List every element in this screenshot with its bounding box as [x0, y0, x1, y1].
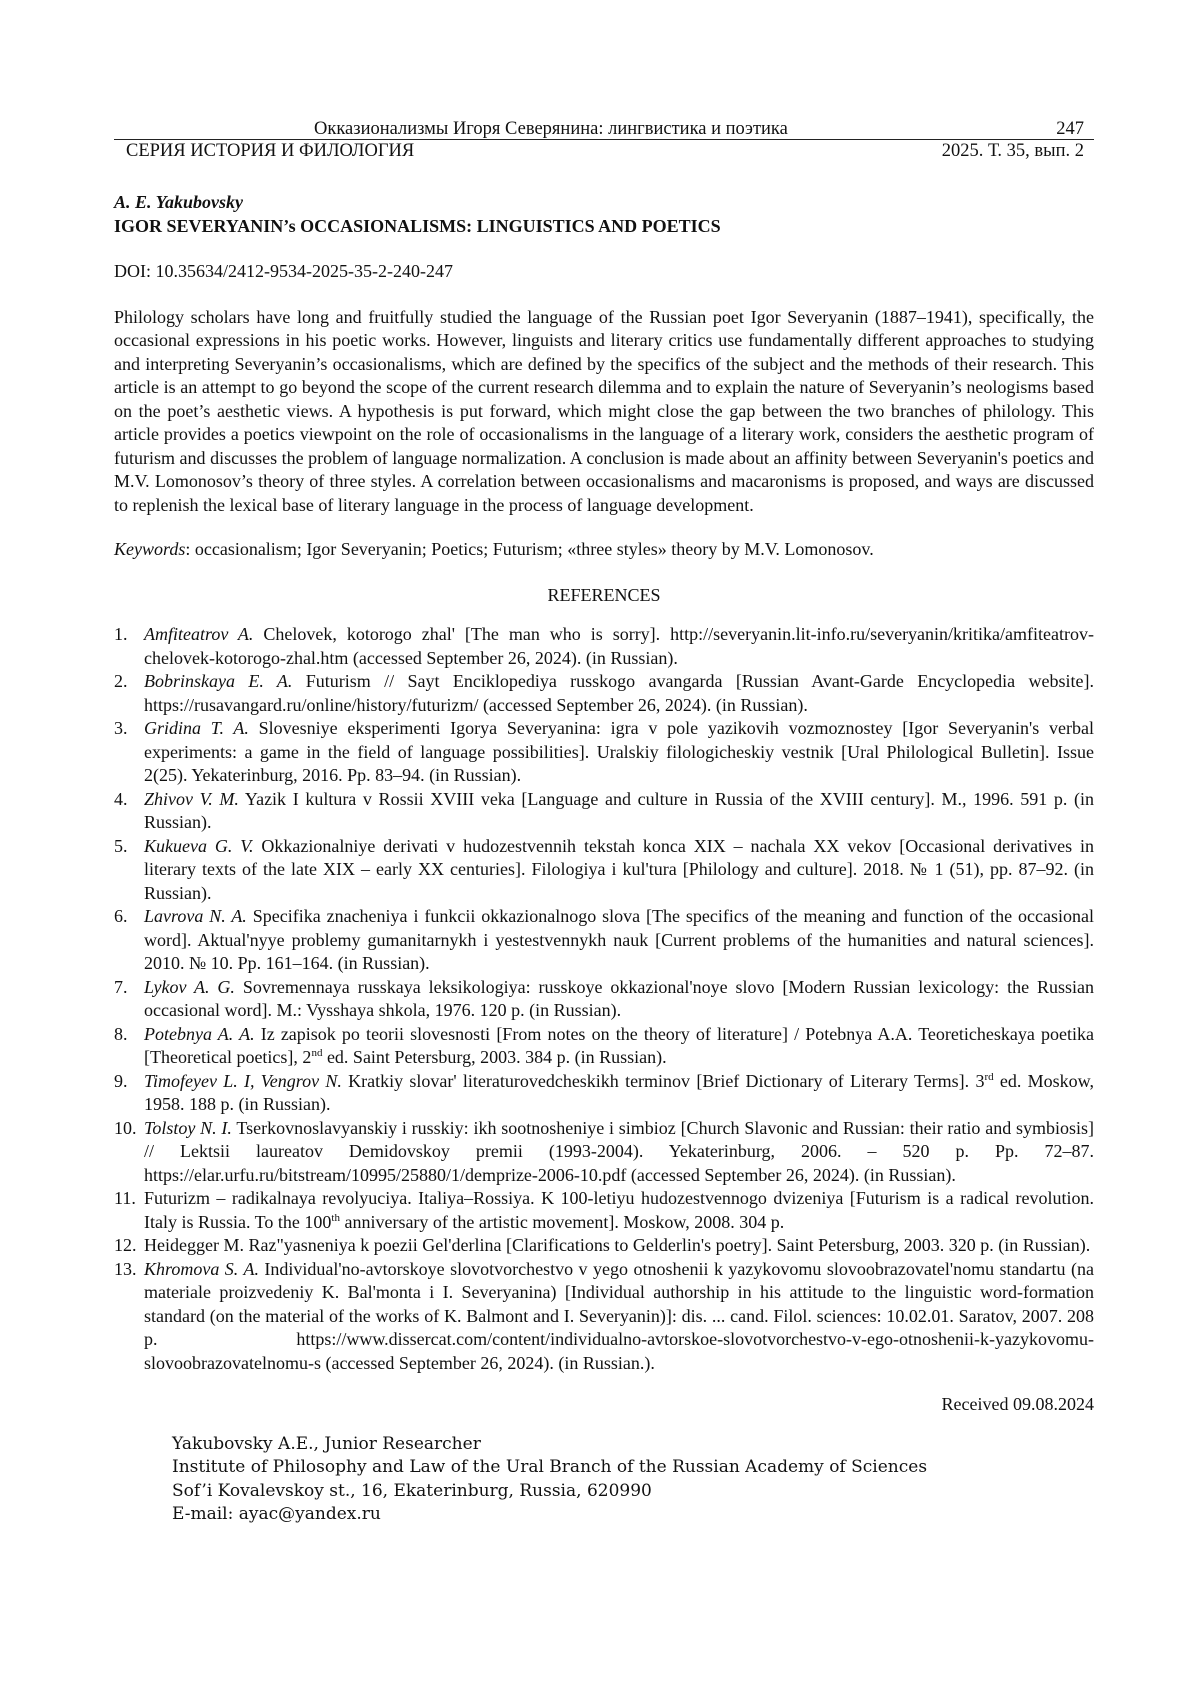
reference-number: 1.: [114, 623, 128, 647]
article-title: IGOR SEVERYANIN’s OCCASIONALISMS: LINGUISTICS AND POETICS: [114, 215, 1094, 239]
reference-item: [114, 976, 1094, 1023]
reference-number: 4.: [114, 788, 128, 812]
reference-item: [114, 788, 1094, 835]
journal-series: СЕРИЯ ИСТОРИЯ И ФИЛОЛОГИЯ: [126, 140, 414, 162]
reference-author: Amfiteatrov A.: [144, 624, 253, 644]
running-head: [114, 118, 1094, 161]
reference-number: 7.: [114, 976, 128, 1000]
reference-text: Heidegger M. Raz"yasneniya k poezii Gel'derlina [Clarifications to Gelderlin's poetry]. Saint Petersburg, 2003. 320 p. (in Russian).: [144, 1235, 1090, 1255]
reference-author: Gridina T. A.: [144, 718, 249, 738]
references-heading: REFERENCES: [114, 584, 1094, 608]
reference-text-continued: anniversary of the artistic movement]. Moskow, 2008. 304 p.: [340, 1212, 784, 1232]
reference-text: Specifika znacheniya i funkcii okkazionalnogo slova [The specifics of the meaning and function of the occasional word]. Aktual'nyye problemy gumanitarnykh i yestestvennykh nauk [Current problems of the humanities and natural sciences]. 2010. № 10. Pp. 161–164. (in Russian).: [144, 906, 1094, 973]
reference-number: 13.: [114, 1258, 137, 1282]
reference-item: [114, 1070, 1094, 1117]
keywords-label: Keywords: [114, 539, 185, 559]
reference-number: 9.: [114, 1070, 128, 1094]
reference-text: Kratkiy slovar' literaturovedcheskikh terminov [Brief Dictionary of Literary Terms]. 3: [342, 1071, 985, 1091]
reference-superscript: rd: [984, 1071, 993, 1083]
received-date: Received 09.08.2024: [114, 1393, 1094, 1417]
reference-author: Khromova S. A.: [144, 1259, 259, 1279]
journal-page: [0, 0, 1200, 1698]
article-abstract: Philology scholars have long and fruitfully studied the language of the Russian poet Igor Severyanin (1887–1941), specifically, the occasional expressions in his poetic works. However, linguists and literary critics use fundamentally different approaches to studying and interpreting Severyanin’s occasionalisms, which are defined by the specifics of the subject and the methods of their research. This article is an attempt to go beyond the scope of the current research dilemma and to explain the nature of Severyanin’s neologisms based on the poet’s aesthetic views. A hypothesis is put forward, which might close the gap between the two branches of philology. This article provides a poetics viewpoint on the role of occasionalisms in the language of a literary work, considers the aesthetic program of futurism and discusses the problem of language normalization. A conclusion is made about an affinity between Severyanin's poetics and M.V. Lomonosov’s theory of three styles. A correlation between occasionalisms and macaronisms is proposed, and ways are discussed to replenish the lexical base of literary language in the process of language development.: [114, 306, 1094, 518]
reference-author: Kukueva G. V.: [144, 836, 253, 856]
reference-number: 8.: [114, 1023, 128, 1047]
affiliation-name: Yakubovsky A.E., Junior Researcher: [172, 1433, 1094, 1457]
reference-item: [114, 1234, 1094, 1258]
article-content: [114, 191, 1094, 1527]
reference-text: Chelovek, kotorogo zhal' [The man who is sorry]. http://severyanin.lit-info.ru/severyanin/kritika/amfiteatrov-chelovek-kotorogo-zhal.htm (accessed September 26, 2024). (in Russian).: [144, 624, 1094, 668]
article-doi: DOI: 10.35634/2412-9534-2025-35-2-240-247: [114, 260, 1094, 284]
reference-item: [114, 835, 1094, 906]
reference-item: [114, 1117, 1094, 1188]
article-keywords: [114, 538, 1094, 562]
reference-superscript: th: [331, 1212, 340, 1224]
journal-issue: 2025. Т. 35, вып. 2: [942, 140, 1084, 162]
reference-text: Tserkovnoslavyanskiy i russkiy: ikh sootnosheniye i simbioz [Church Slavonic and Russian: their ratio and symbiosis] // Lektsii laureatov Demidovskoy premii (1993-2004). Yekaterinburg, 2006. – 520 p. Pp. 72–87. https://elar.urfu.ru/bitstream/10995/25880/1/demprize-2006-10.pdf (accessed September 26, 2024). (in Russian).: [144, 1118, 1094, 1185]
article-author: A. E. Yakubovsky: [114, 191, 1094, 215]
affiliation-institute: Institute of Philosophy and Law of the Ural Branch of the Russian Academy of Sciences: [172, 1456, 1094, 1480]
reference-author: Zhivov V. M.: [144, 789, 239, 809]
reference-text: Yazik I kultura v Rossii XVIII veka [Language and culture in Russia of the XVIII century]. M., 1996. 591 p. (in Russian).: [144, 789, 1094, 833]
reference-text: Iz zapisok po teorii slovesnosti [From notes on the theory of literature] / Potebnya A.A. Teoreticheskaya poetika [Theoretical poetics], 2: [144, 1024, 1094, 1068]
reference-author: Potebnya A. A.: [144, 1024, 255, 1044]
reference-number: 11.: [114, 1187, 136, 1211]
author-affiliation: [172, 1433, 1094, 1527]
reference-text: Futurism // Sayt Enciklopediya russkogo avangarda [Russian Avant-Garde Encyclopedia website]. https://rusavangard.ru/online/history/futurizm/ (accessed September 26, 2024). (in Russian).: [144, 671, 1094, 715]
reference-author: Tolstoy N. I.: [144, 1118, 232, 1138]
reference-item: [114, 1187, 1094, 1234]
reference-text: Sovremennaya russkaya leksikologiya: russkoye okkazional'noye slovo [Modern Russian lexicology: the Russian occasional word]. M.: Vysshaya shkola, 1976. 120 p. (in Russian).: [144, 977, 1094, 1021]
references-list: [114, 623, 1094, 1375]
reference-number: 3.: [114, 717, 128, 741]
reference-text: Futurizm – radikalnaya revolyuciya. Italiya–Rossiya. K 100-letiyu hudozestvennogo dvizeniya [Futurism is a radical revolution. Italy is Russia. To the 100: [144, 1188, 1094, 1232]
reference-author: Lykov A. G.: [144, 977, 235, 997]
reference-item: [114, 1023, 1094, 1070]
reference-text: Individual'no-avtorskoye slovotvorchestvo v yego otnoshenii k yazykovomu slovoobrazovatel'nomu standartu (na materiale proizvedeniy K. Bal'monta i I. Severyanina) [Individual authorship in his attitude to the linguistic word-formation standard (on the material of the works of K. Balmont and I. Severyanin)]: dis. ... cand. Filol. sciences: 10.02.01. Saratov, 2007. 208 p. https://www.dissercat.com/content/individualno-avtorskoe-slovotvorchestvo-v-ego-otnoshenii-k-yazykovomu-slovoobrazovatelnomu-s (accessed September 26, 2024). (in Russian.).: [144, 1259, 1094, 1373]
reference-number: 6.: [114, 905, 128, 929]
reference-number: 12.: [114, 1234, 137, 1258]
reference-superscript: nd: [311, 1047, 322, 1059]
running-head-top-row: [114, 118, 1094, 140]
running-head-bottom-row: [114, 140, 1094, 161]
reference-item: [114, 1258, 1094, 1376]
reference-text-continued: ed. Moskow, 1958. 188 p. (in Russian).: [144, 1071, 1094, 1115]
reference-text-continued: ed. Saint Petersburg, 2003. 384 p. (in Russian).: [322, 1047, 666, 1067]
affiliation-email: E-mail: ayac@yandex.ru: [172, 1503, 1094, 1527]
running-title: Окказионализмы Игоря Северянина: лингвистика и поэтика: [314, 118, 788, 140]
reference-number: 2.: [114, 670, 128, 694]
reference-text: Slovesniye eksperimenti Igorya Severyanina: igra v pole yazikovih vozmoznostey [Igor Severyanin's verbal experiments: a game in the field of language possibilities]. Uralskiy filologicheskiy vestnik [Ural Philological Bulletin]. Issue 2(25). Yekaterinburg, 2016. Pp. 83–94. (in Russian).: [144, 718, 1094, 785]
reference-number: 5.: [114, 835, 128, 859]
reference-item: [114, 905, 1094, 976]
reference-item: [114, 623, 1094, 670]
reference-number: 10.: [114, 1117, 137, 1141]
reference-item: [114, 717, 1094, 788]
affiliation-address: Sof’i Kovalevskoy st., 16, Ekaterinburg, Russia, 620990: [172, 1480, 1094, 1504]
reference-author: Bobrinskaya E. A.: [144, 671, 292, 691]
page-number: 247: [1056, 118, 1084, 140]
reference-text: Okkazionalniye derivati v hudozestvennih tekstah konca XIX – nachala XX vekov [Occasional derivatives in literary texts of the late XIX – early XX centuries]. Filologiya i kul'tura [Philology and culture]. 2018. № 1 (51), pp. 87–92. (in Russian).: [144, 836, 1094, 903]
reference-author: Timofeyev L. I, Vengrov N.: [144, 1071, 342, 1091]
reference-item: [114, 670, 1094, 717]
keywords-text: : occasionalism; Igor Severyanin; Poetics; Futurism; «three styles» theory by M.V. Lomonosov.: [185, 539, 873, 559]
reference-author: Lavrova N. A.: [144, 906, 247, 926]
